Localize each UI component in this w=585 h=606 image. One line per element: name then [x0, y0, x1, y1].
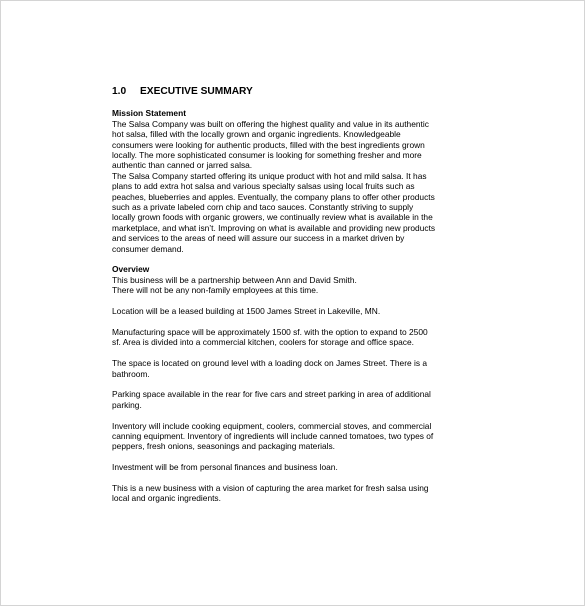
overview-paragraph	[112, 389, 477, 410]
section-title: EXECUTIVE SUMMARY	[140, 86, 253, 97]
overview-line: Inventory will include cooking equipment, coolers, commercial stoves, and commercial	[112, 420, 432, 431]
section-number: 1.0	[112, 86, 127, 97]
overview-line: Parking space available in the rear for five cars and street parking in area of additional	[112, 389, 431, 400]
overview-line: peppers, fresh onions, seasonings and packaging materials.	[112, 441, 336, 452]
spacer	[112, 452, 477, 462]
mission-line: The Salsa Company started offering its unique product with hot and mild salsa. It has	[112, 170, 427, 181]
mission-line: locally grown foods with organic growers, we continually review what is available in the	[112, 212, 433, 223]
mission-line: locally. The more sophisticated consumer is looking for something fresher and more	[112, 150, 422, 161]
overview-line: local and organic ingredients.	[112, 493, 221, 504]
overview-paragraph	[112, 275, 477, 296]
overview-line: sf. Area is divided into a commercial kitchen, coolers for storage and office space.	[112, 337, 414, 348]
mission-line: such as a private labeled corn chip and taco sauces. Constantly striving to supply	[112, 202, 414, 213]
overview-paragraph	[112, 358, 477, 379]
spacer	[112, 348, 477, 358]
spacer	[112, 410, 477, 420]
overview-paragraph	[112, 462, 477, 472]
spacer	[112, 473, 477, 483]
document-content	[112, 87, 477, 504]
mission-line: marketplace, and what isn’t. Improving on what is available and providing new products	[112, 222, 436, 233]
section-heading	[112, 87, 477, 97]
mission-line: peaches, blueberries and apples. Eventually, the company plans to offer other products	[112, 191, 435, 202]
overview-line: Manufacturing space will be approximately 1500 sf. with the option to expand to 2500	[112, 326, 428, 337]
overview-line: canning equipment. Inventory of ingredients will include canned tomatoes, two types of	[112, 430, 434, 441]
mission-line: and services to the areas of need will assure our success in a market driven by	[112, 233, 405, 244]
overview-paragraph	[112, 306, 477, 316]
overview-line: bathroom.	[112, 368, 150, 379]
mission-line: consumers were looking for authentic products, filled with the best ingredients grown	[112, 139, 425, 150]
spacer	[112, 379, 477, 389]
overview-paragraph	[112, 327, 477, 348]
spacer	[112, 296, 477, 306]
overview-line: The space is located on ground level with a loading dock on James Street. There is a	[112, 358, 428, 369]
mission-line: consumer demand.	[112, 243, 184, 254]
mission-heading: Mission Statement	[112, 108, 186, 119]
overview-line: Investment will be from personal finances and business loan.	[112, 462, 338, 473]
spacer	[112, 254, 477, 264]
spacer	[112, 317, 477, 327]
overview-body	[112, 275, 477, 504]
mission-line: hot salsa, filled with the locally grown and organic ingredients. Knowledgeable	[112, 129, 401, 140]
overview-line: parking.	[112, 399, 142, 410]
mission-body	[112, 119, 477, 254]
overview-paragraph	[112, 421, 477, 452]
overview-paragraph	[112, 483, 477, 504]
mission-line: plans to add extra hot salsa and various specialty salsas using local fruits such as	[112, 181, 415, 192]
overview-line: This business will be a partnership between Ann and David Smith.	[112, 274, 357, 285]
overview-line: Location will be a leased building at 1500 James Street in Lakeville, MN.	[112, 306, 381, 317]
overview-line: This is a new business with a vision of capturing the area market for fresh salsa using	[112, 482, 429, 493]
mission-line: authentic than canned or jarred salsa.	[112, 160, 253, 171]
overview-line: There will not be any non-family employees at this time.	[112, 285, 319, 296]
mission-line: The Salsa Company was built on offering the highest quality and value in its authentic	[112, 118, 429, 129]
overview-heading: Overview	[112, 264, 150, 275]
